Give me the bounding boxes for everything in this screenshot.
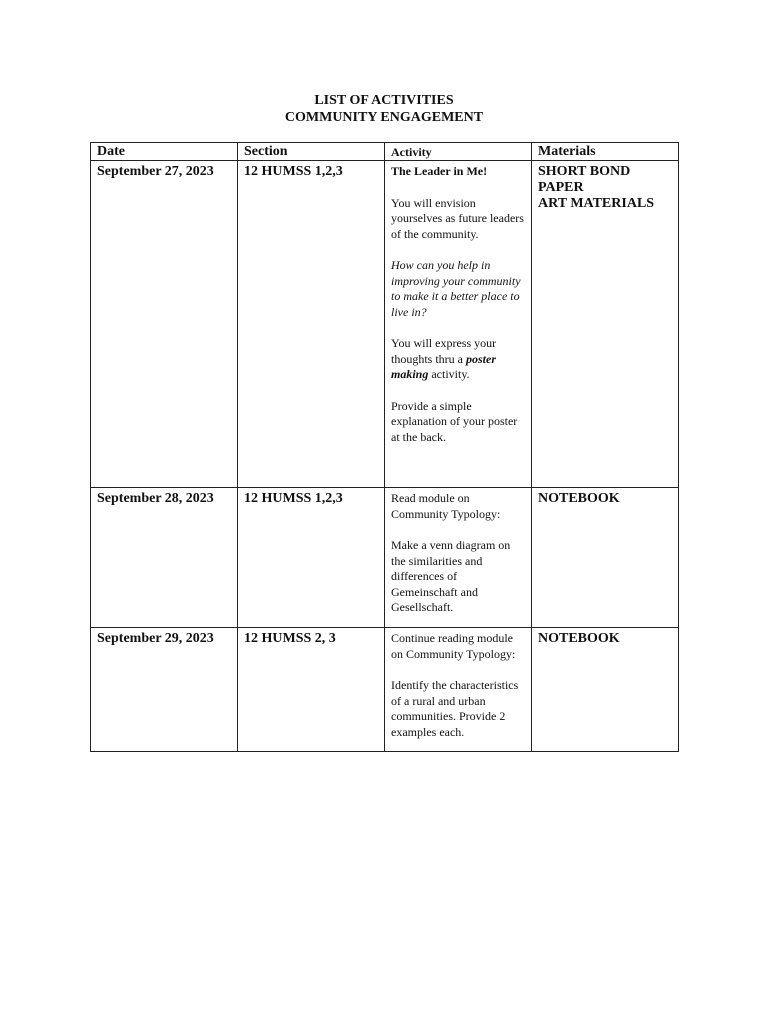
activities-table [90,142,679,752]
table-row [91,628,679,752]
document-title [0,92,768,126]
header-activity: Activity [385,143,532,161]
activity-text-part: You will express your thoughts thru a [391,336,497,366]
material-item: NOTEBOOK [538,491,620,506]
activity-heading: The Leader in Me! [391,164,488,178]
header-date: Date [91,143,238,161]
material-item: NOTEBOOK [538,631,620,646]
table-row [91,488,679,628]
section-cell: 12 HUMSS 1,2,3 [238,161,385,488]
activity-cell [385,628,532,752]
activity-text: Continue reading module on Community Typology: [391,631,516,661]
materials-cell [532,161,679,488]
activity-cell [385,161,532,488]
title-line-2: COMMUNITY ENGAGEMENT [284,110,484,125]
activity-text: Identify the characteristics of a rural and urban communities. Provide 2 examples each. [391,678,519,739]
date-cell: September 28, 2023 [91,488,238,628]
material-item: ART MATERIALS [538,196,655,211]
table-row [91,161,679,488]
materials-cell [532,488,679,628]
activity-text: Provide a simple explanation of your poster at the back. [391,398,518,444]
materials-cell [532,628,679,752]
activity-text: You will envision yourselves as future leaders of the community. [391,195,524,241]
activity-emphasis: poster making [391,351,496,381]
activity-question: How can you help in improving your community to make it a better place to live in? [391,258,521,319]
activity-cell [385,488,532,628]
activity-text [391,336,525,383]
material-item: SHORT BOND PAPER [538,164,631,195]
activity-text: Read module on Community Typology: [391,491,501,521]
date-cell: September 29, 2023 [91,628,238,752]
header-section: Section [238,143,385,161]
table-header-row [91,143,679,161]
activity-text: Make a venn diagram on the similarities and differences of Gemeinschaft and Gesellschaft. [391,538,511,614]
section-cell: 12 HUMSS 2, 3 [238,628,385,752]
date-cell: September 27, 2023 [91,161,238,488]
section-cell: 12 HUMSS 1,2,3 [238,488,385,628]
title-line-1: LIST OF ACTIVITIES [314,93,454,108]
header-materials: Materials [532,143,679,161]
activity-text-part: activity. [428,367,470,381]
